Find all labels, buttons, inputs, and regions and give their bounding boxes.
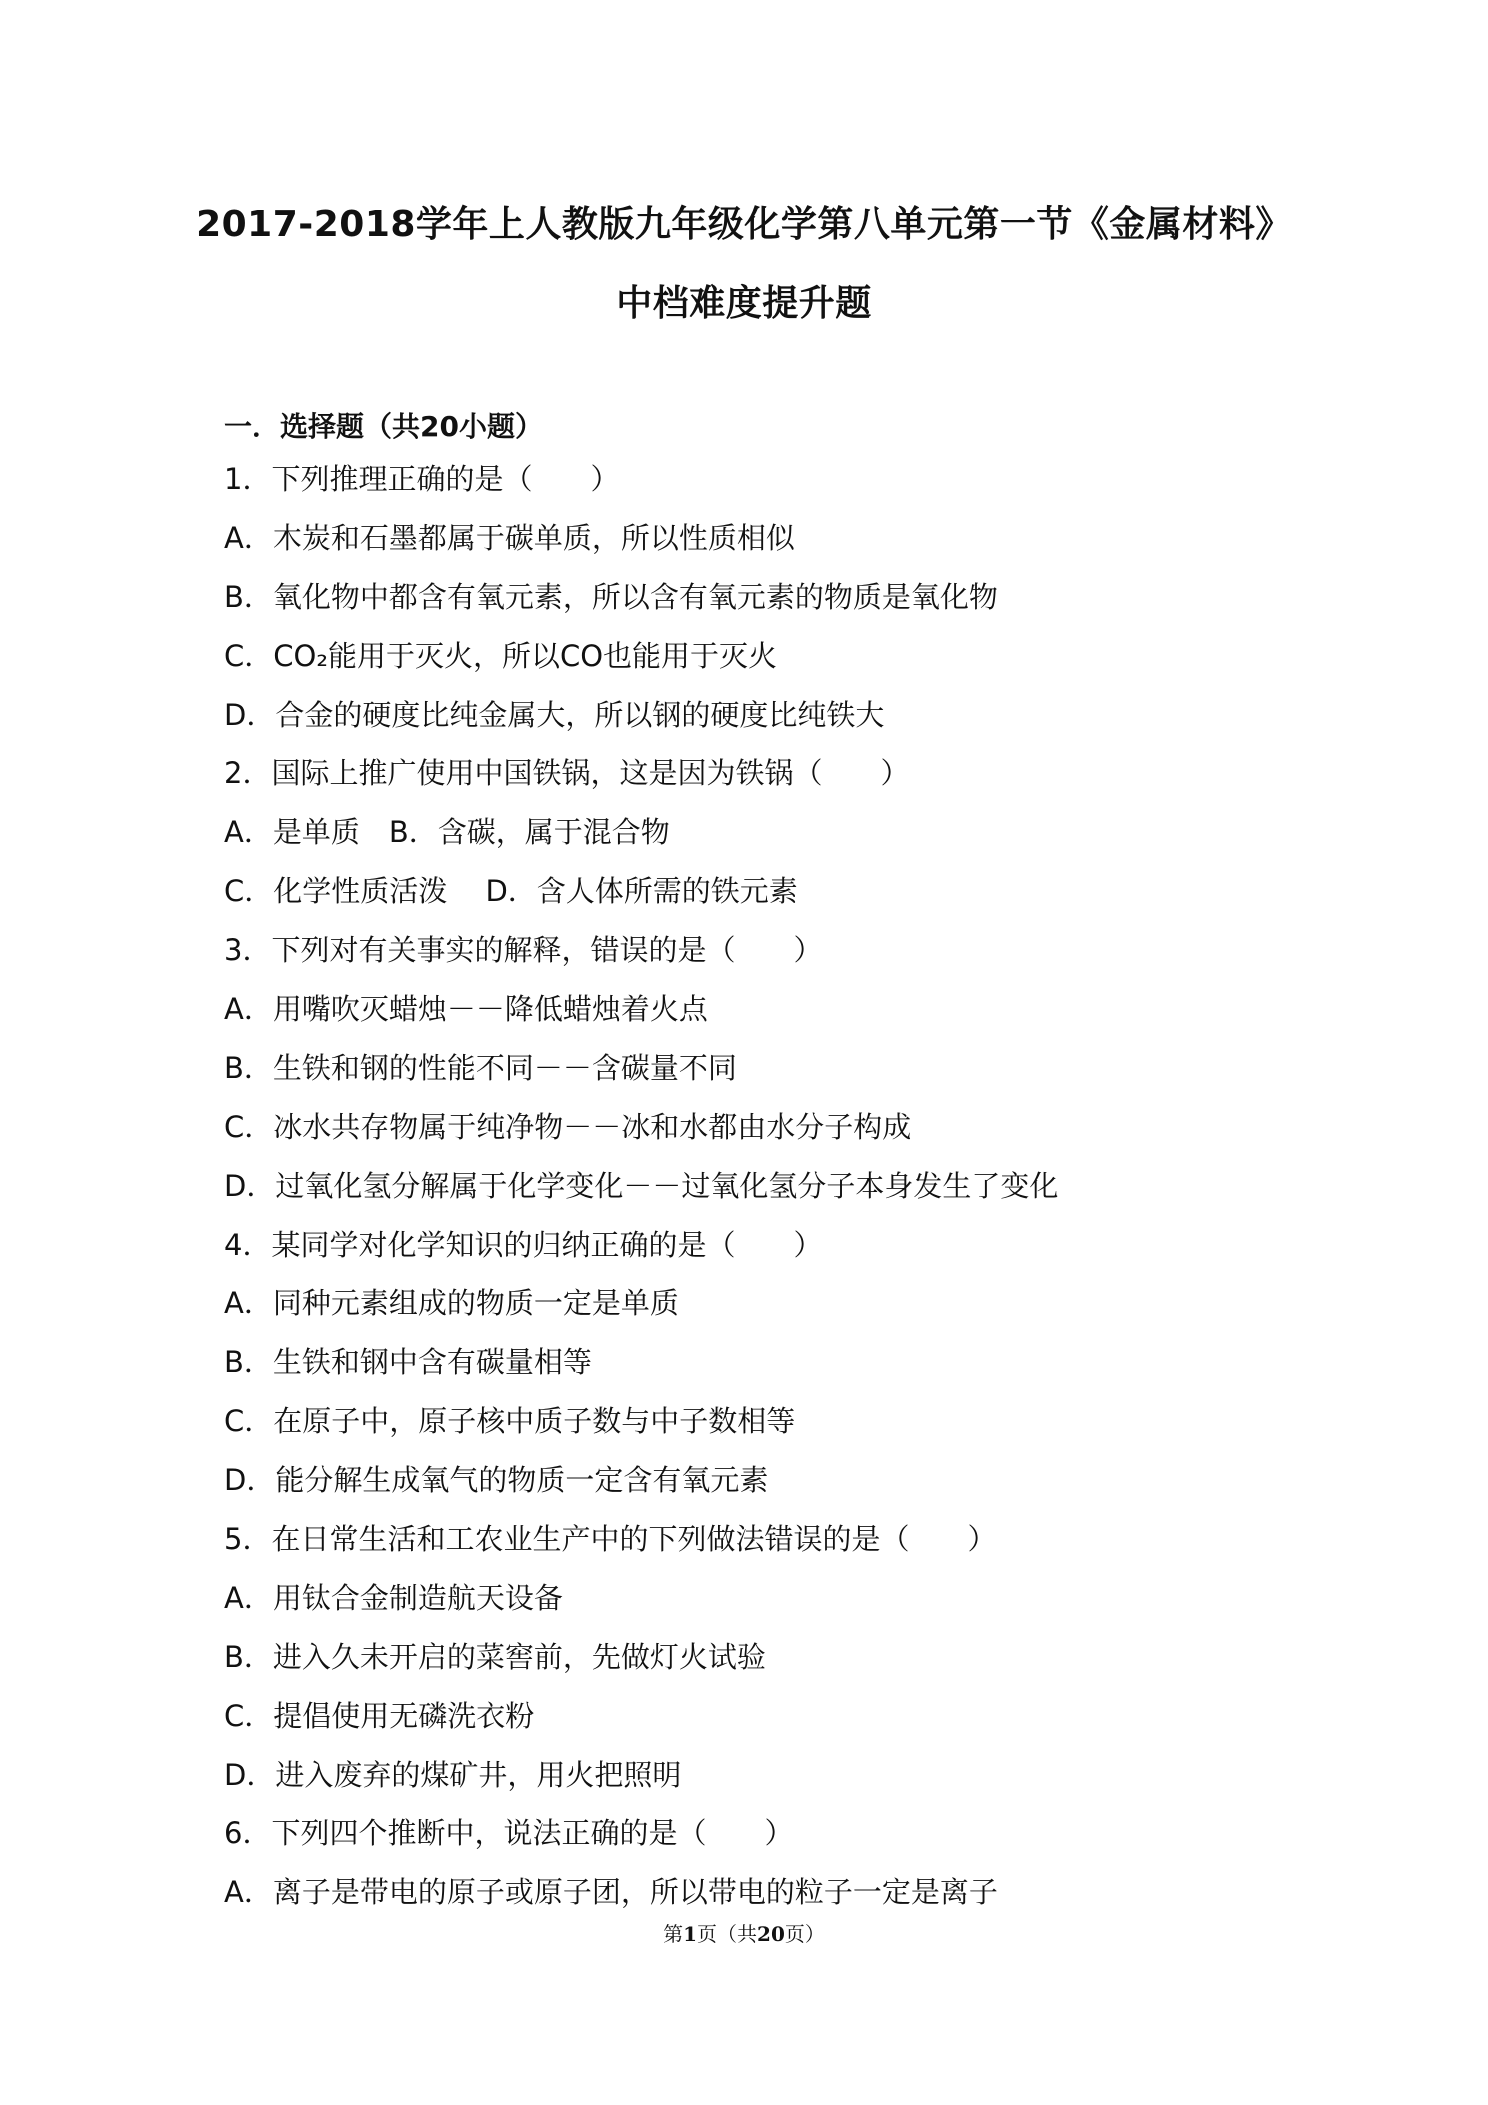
footer-page-number: 1 [683, 1922, 698, 1946]
question-6-stem: 6．下列四个推断中，说法正确的是（ ） [224, 1816, 794, 1851]
document-title: 2017-2018学年上人教版九年级化学第八单元第一节《金属材料》 [196, 204, 1292, 245]
question-4-option-a: A．同种元素组成的物质一定是单质 [224, 1286, 679, 1321]
question-2-stem: 2．国际上推广使用中国铁锅，这是因为铁锅（ ） [224, 756, 910, 791]
footer-total-pages: 20 [757, 1922, 785, 1946]
document-subtitle: 中档难度提升题 [616, 283, 872, 324]
question-1-option-d: D．合金的硬度比纯金属大，所以钢的硬度比纯铁大 [224, 697, 885, 732]
question-2-options-ab: A．是单质 B．含碳，属于混合物 [224, 815, 670, 850]
question-4-option-b: B．生铁和钢中含有碳量相等 [224, 1345, 592, 1380]
question-3-option-d: D．过氧化氢分解属于化学变化－－过氧化氢分子本身发生了变化 [224, 1168, 1059, 1203]
question-5-option-b: B．进入久未开启的菜窖前，先做灯火试验 [224, 1639, 766, 1674]
question-3-option-a: A．用嘴吹灭蜡烛－－降低蜡烛着火点 [224, 992, 708, 1027]
question-1-option-b: B．氧化物中都含有氧元素，所以含有氧元素的物质是氧化物 [224, 579, 998, 614]
question-1-option-c: C．CO₂能用于灭火，所以CO也能用于灭火 [224, 638, 778, 673]
section-heading: 一．选择题（共20小题） [224, 410, 543, 443]
question-5-stem: 5．在日常生活和工农业生产中的下列做法错误的是（ ） [224, 1522, 997, 1557]
question-list [224, 450, 1324, 1922]
question-4-option-d: D．能分解生成氧气的物质一定含有氧元素 [224, 1463, 769, 1498]
footer-middle: 页（共 [697, 1922, 758, 1946]
question-4-stem: 4．某同学对化学知识的归纳正确的是（ ） [224, 1227, 823, 1262]
question-4-option-c: C．在原子中，原子核中质子数与中子数相等 [224, 1404, 796, 1439]
question-5-option-a: A．用钛合金制造航天设备 [224, 1580, 563, 1615]
question-1-stem: 1．下列推理正确的是（ ） [224, 462, 620, 496]
footer-prefix: 第 [663, 1922, 684, 1946]
question-1-option-a: A．木炭和石墨都属于碳单质，所以性质相似 [224, 520, 795, 555]
question-3-stem: 3．下列对有关事实的解释，错误的是（ ） [224, 933, 823, 968]
question-3-option-c: C．冰水共存物属于纯净物－－冰和水都由水分子构成 [224, 1109, 912, 1144]
footer-suffix: 页） [784, 1922, 825, 1946]
question-5-option-c: C．提倡使用无磷洗衣粉 [224, 1698, 535, 1733]
question-5-option-d: D．进入废弃的煤矿井，用火把照明 [224, 1757, 682, 1792]
page-footer [0, 1918, 1488, 1947]
question-6-option-a: A．离子是带电的原子或原子团，所以带电的粒子一定是离子 [224, 1875, 998, 1910]
question-2-options-cd: C．化学性质活泼 D．含人体所需的铁元素 [224, 874, 798, 909]
question-3-option-b: B．生铁和钢的性能不同－－含碳量不同 [224, 1050, 737, 1085]
